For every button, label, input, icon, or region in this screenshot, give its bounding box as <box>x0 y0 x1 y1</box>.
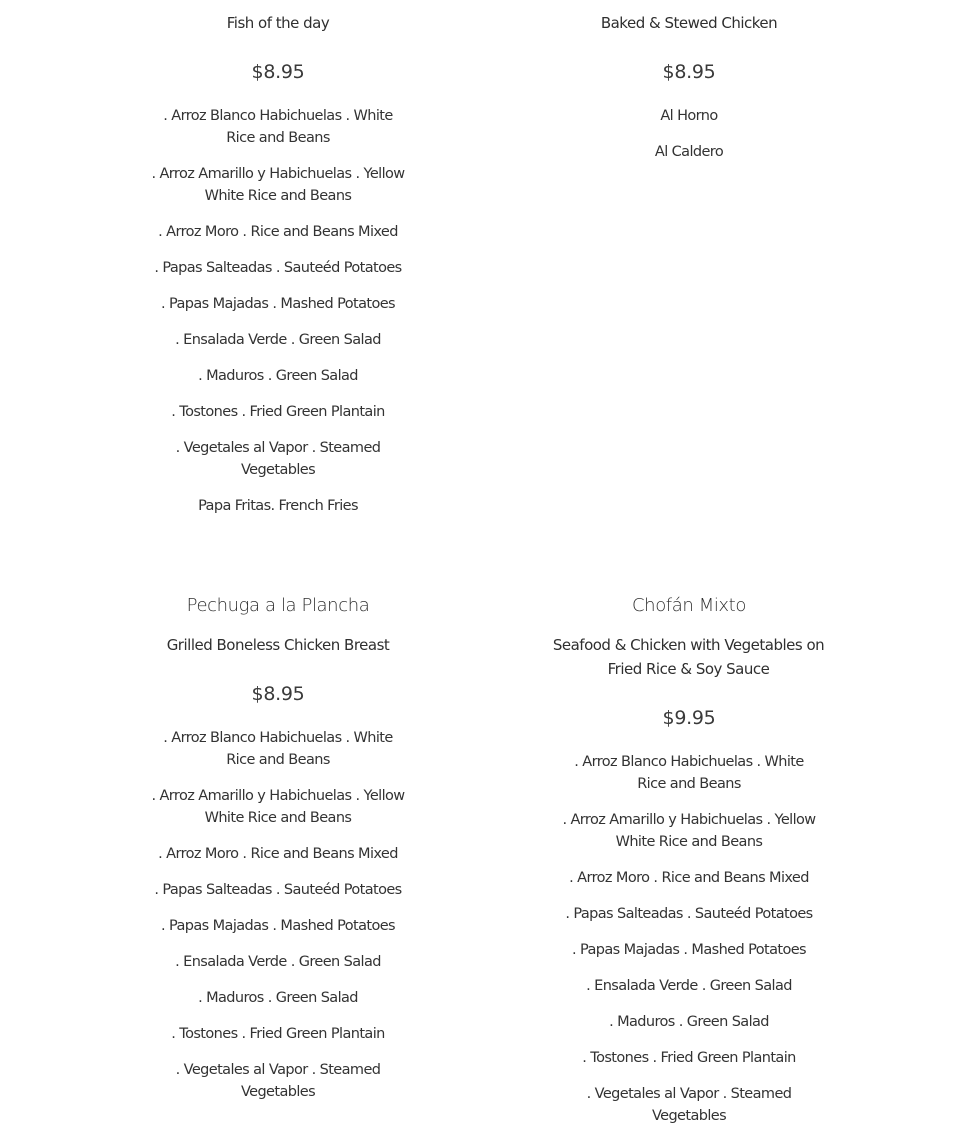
pechuga-side-5: . Papas Majadas . Mashed Potatoes <box>160 918 395 934</box>
fish-side-2: . Arroz Amarillo y Habichuelas . Yellow White Rice and Beans <box>151 166 405 204</box>
chofan-side-1: . Arroz Blanco Habichuelas . White Rice and Beans <box>574 754 804 792</box>
chofan-side-3: . Arroz Moro . Rice and Beans Mixed <box>569 870 809 886</box>
fish-side-5: . Papas Majadas . Mashed Potatoes <box>160 296 395 312</box>
chicken-subtitle: Baked & Stewed Chicken <box>600 14 778 32</box>
chofan-price: $9.95 <box>662 707 716 729</box>
fish-price: $8.95 <box>251 61 305 83</box>
fish-side-1: . Arroz Blanco Habichuelas . White Rice and Beans <box>163 108 393 146</box>
chofan-title: Chofán Mixto <box>632 595 746 616</box>
pechuga-side-8: . Tostones . Fried Green Plantain <box>171 1026 385 1042</box>
fish-side-10: Papa Fritas. French Fries <box>198 498 358 514</box>
chofan-side-6: . Ensalada Verde . Green Salad <box>586 978 792 994</box>
chofan-side-7: . Maduros . Green Salad <box>609 1014 769 1030</box>
chofan-side-5: . Papas Majadas . Mashed Potatoes <box>571 942 806 958</box>
pechuga-side-7: . Maduros . Green Salad <box>198 990 358 1006</box>
pechuga-side-9: . Vegetales al Vapor . Steamed Vegetables <box>175 1062 381 1100</box>
fish-side-9: . Vegetales al Vapor . Steamed Vegetables <box>175 440 381 478</box>
chicken-option-1: Al Horno <box>660 108 718 124</box>
pechuga-side-2: . Arroz Amarillo y Habichuelas . Yellow White Rice and Beans <box>151 788 405 826</box>
chofan-subtitle: Seafood & Chicken with Vegetables on Fried Rice & Soy Sauce <box>552 636 825 678</box>
chicken-option-2: Al Caldero <box>654 144 724 160</box>
fish-side-6: . Ensalada Verde . Green Salad <box>175 332 381 348</box>
pechuga-title: Pechuga a la Plancha <box>186 595 370 616</box>
pechuga-side-4: . Papas Salteadas . Sauteéd Potatoes <box>154 882 402 898</box>
pechuga-price: $8.95 <box>251 683 305 705</box>
chofan-side-2: . Arroz Amarillo y Habichuelas . Yellow White Rice and Beans <box>562 812 816 850</box>
pechuga-side-3: . Arroz Moro . Rice and Beans Mixed <box>158 846 398 862</box>
chicken-price: $8.95 <box>662 61 716 83</box>
pechuga-side-6: . Ensalada Verde . Green Salad <box>175 954 381 970</box>
fish-side-4: . Papas Salteadas . Sauteéd Potatoes <box>154 260 402 276</box>
fish-side-8: . Tostones . Fried Green Plantain <box>171 404 385 420</box>
chofan-side-9: . Vegetales al Vapor . Steamed Vegetables <box>586 1086 792 1124</box>
chofan-side-8: . Tostones . Fried Green Plantain <box>582 1050 796 1066</box>
pechuga-subtitle: Grilled Boneless Chicken Breast <box>166 636 390 654</box>
chofan-side-4: . Papas Salteadas . Sauteéd Potatoes <box>565 906 813 922</box>
fish-side-3: . Arroz Moro . Rice and Beans Mixed <box>158 224 398 240</box>
pechuga-side-1: . Arroz Blanco Habichuelas . White Rice and Beans <box>163 730 393 768</box>
fish-subtitle: Fish of the day <box>226 14 330 32</box>
fish-side-7: . Maduros . Green Salad <box>198 368 358 384</box>
